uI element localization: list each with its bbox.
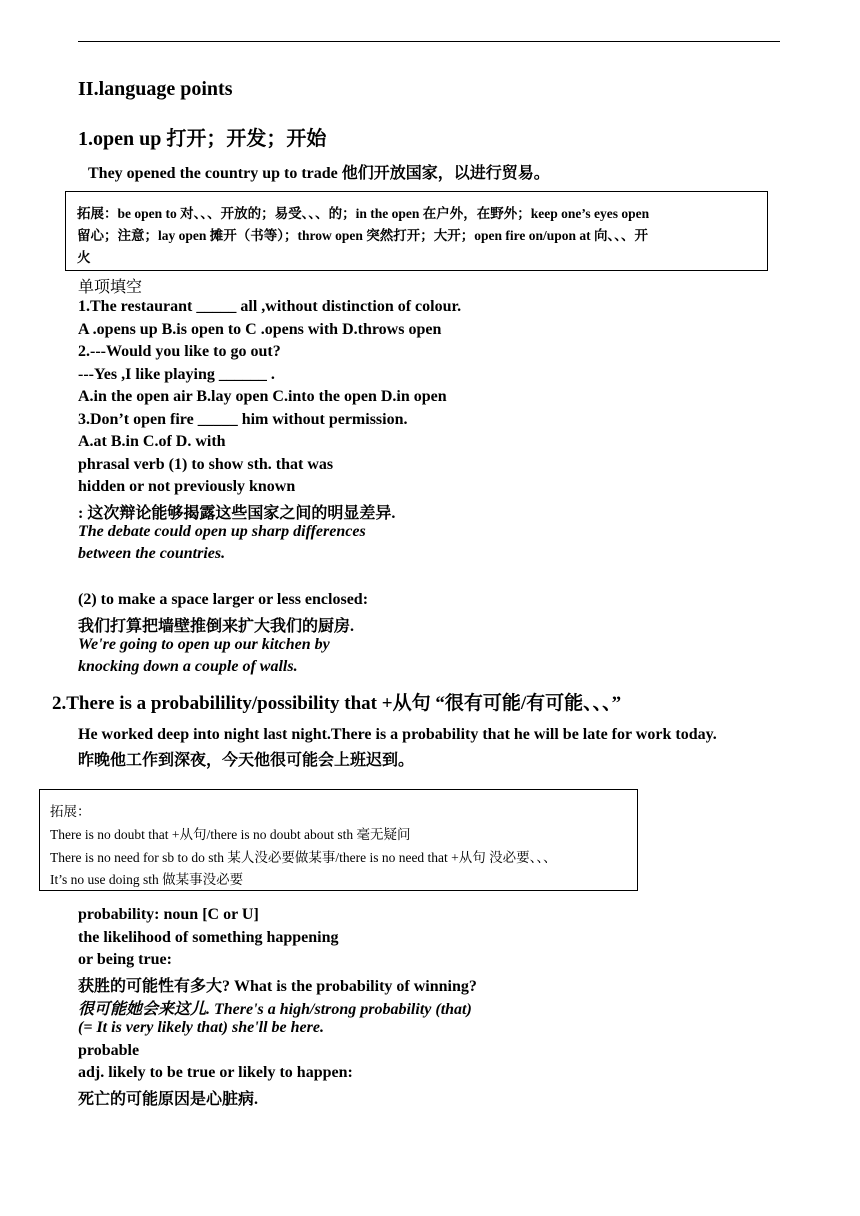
point-2-heading: 2.There is a probabilility/possibility that +从句 “很有可能/有可能、、、” bbox=[52, 693, 622, 714]
probability-example-2: 很可能她会来这儿. There's a high/strong probability (that) bbox=[78, 1001, 472, 1018]
question-3-options: A.at B.in C.of D. with bbox=[78, 433, 226, 450]
point-1-example: They opened the country up to trade 他们开放国家，以进行贸易。 bbox=[88, 165, 550, 182]
probability-example-2-cont: (= It is very likely that) she'll be here. bbox=[78, 1019, 324, 1036]
box-1-line: 火 bbox=[77, 250, 91, 265]
box-2-line: It’s no use doing sth 做某事没必要 bbox=[50, 872, 244, 887]
definition-1-cont: hidden or not previously known bbox=[78, 478, 296, 495]
example-en: The debate could open up sharp differences bbox=[78, 523, 366, 540]
box-1-line: 拓展：be open to 对、、、开放的；易受、、、的；in the open 在户外，在野外；keep one’s eyes open bbox=[77, 206, 650, 221]
probability-def: probability: noun [C or U] bbox=[78, 906, 259, 923]
extension-box-1 bbox=[65, 191, 768, 271]
box-2-line: There is no doubt that +从句/there is no doubt about sth 毫无疑问 bbox=[50, 827, 411, 842]
probable-example: 死亡的可能原因是心脏病. bbox=[78, 1091, 259, 1108]
probable-word: probable bbox=[78, 1042, 140, 1059]
question-1: 1.The restaurant _____ all ,without distinction of colour. bbox=[78, 298, 462, 315]
box-2-line: There is no need for sb to do sth 某人没必要做某事/there is no need that +从句 没必要、、、 bbox=[50, 850, 557, 865]
point-1-heading: 1.open up 打开；开发；开始 bbox=[78, 128, 327, 150]
question-3: 3.Don’t open fire _____ him without permission. bbox=[78, 411, 408, 428]
question-2: 2.---Would you like to go out? bbox=[78, 343, 281, 360]
example-en-2-cont: knocking down a couple of walls. bbox=[78, 658, 298, 675]
section-title: II.language points bbox=[78, 78, 233, 100]
probability-def-cont: or being true: bbox=[78, 951, 172, 968]
probability-example-1: 获胜的可能性有多大? What is the probability of winning? bbox=[78, 978, 477, 995]
probable-def: adj. likely to be true or likely to happen: bbox=[78, 1064, 353, 1081]
example-zh: : 这次辩论能够揭露这些国家之间的明显差异. bbox=[78, 505, 396, 522]
example-en-cont: between the countries. bbox=[78, 545, 226, 562]
exercise-label: 单项填空 bbox=[78, 279, 143, 296]
example-zh-2: 我们打算把墙壁推倒来扩大我们的厨房. bbox=[78, 618, 355, 635]
question-1-options: A .opens up B.is open to C .opens with D.throws open bbox=[78, 321, 442, 338]
question-2-answer: ---Yes ,I like playing ______ . bbox=[78, 366, 275, 383]
header-rule bbox=[78, 41, 780, 42]
extension-box-2 bbox=[39, 789, 638, 891]
definition-2: (2) to make a space larger or less enclosed: bbox=[78, 591, 369, 608]
box-1-line: 留心；注意；lay open 摊开（书等）；throw open 突然打开；大开；open fire on/upon at 向、、、开 bbox=[77, 228, 649, 243]
definition-1: phrasal verb (1) to show sth. that was bbox=[78, 456, 334, 473]
box-2-line: 拓展： bbox=[50, 804, 91, 819]
probability-def-cont: the likelihood of something happening bbox=[78, 929, 339, 946]
point-2-example-en: He worked deep into night last night.There is a probability that he will be late for work today. bbox=[78, 726, 717, 743]
question-2-options: A.in the open air B.lay open C.into the open D.in open bbox=[78, 388, 447, 405]
example-en-2: We're going to open up our kitchen by bbox=[78, 636, 330, 653]
point-2-example-zh: 昨晚他工作到深夜，今天他很可能会上班迟到。 bbox=[78, 752, 415, 769]
